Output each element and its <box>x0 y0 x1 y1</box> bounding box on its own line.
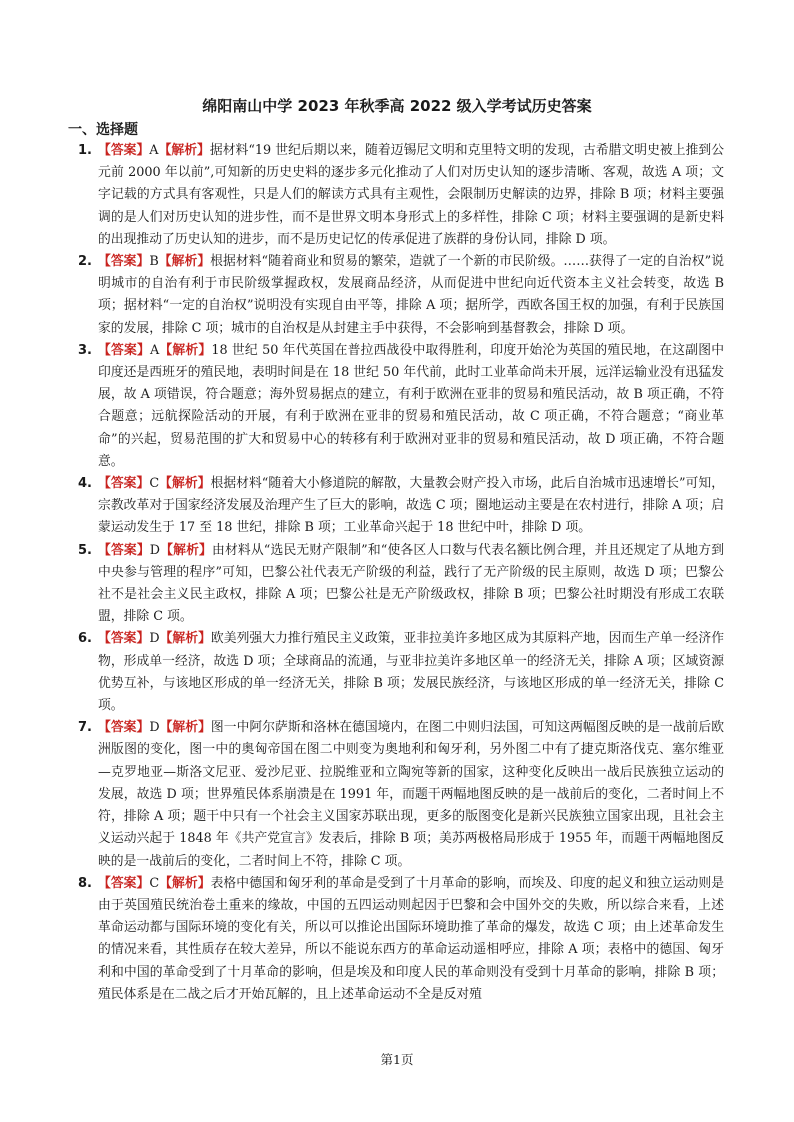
answer-tag: 【答案】 <box>98 342 150 358</box>
answer-tag: 【答案】 <box>98 254 150 270</box>
analysis-tag: 【解析】 <box>159 476 211 492</box>
analysis-tag: 【解析】 <box>160 542 213 558</box>
question-body <box>98 540 724 629</box>
section-heading: 一、选择题 <box>68 122 138 138</box>
page-title: 绵阳南山中学 2023 年秋季高 2022 级入学考试历史答案 <box>202 97 592 115</box>
question-body <box>98 140 724 251</box>
question-number: 1. <box>78 143 92 158</box>
analysis-text: 由材料从“选民无财产限制”和“使各区人口数与代表名额比例合理，并且还规定了从地方到中央参与管理的程序”可知，巴黎公社代表无产阶级的利益，践行了无产阶级的民主原则，故选 D 项；巴黎公社不是社会主义民主政权，排除 A 项；巴黎公社是无产阶级政权，排除 B 项；巴黎公社时期没有形成工农联盟，排除 C 项。 <box>98 542 724 625</box>
question-number: 6. <box>78 631 92 647</box>
question-body <box>98 251 724 340</box>
answer-tag: 【答案】 <box>98 542 150 558</box>
question-number: 3. <box>78 342 92 358</box>
question-body <box>98 628 724 717</box>
answer-letter: A <box>149 143 159 158</box>
question-number: 2. <box>78 254 92 270</box>
analysis-text: 根据材料“随着商业和贸易的繁荣，造就了一个新的市民阶级。……获得了一定的自治权”说明城市的自治有利于市民阶级掌握政权，发展商品经济，从而促进中世纪向近代资本主义社会转变，故选 B 项；据材料“一定的自治权”说明没有实现自由平等，排除 A 项；据所学，西欧各国王权的加强，有利于民族国家的发展，排除 C 项；城市的自治权是从封建主手中获得，不会影响到基督教会，排除 D 项。 <box>98 254 724 336</box>
analysis-text: 表格中德国和匈牙利的革命是受到了十月革命的影响，而埃及、印度的起义和独立运动则是由于英国殖民统治卷土重来的缘故，中国的五四运动则起因于巴黎和会中国外交的失败，所以综合来看，上述革命运动都与国际环境的变化有关，所以可以推论出国际环境助推了革命的爆发，故选 C 项；由上述革命发生的情况来看，其性质存在较大差异，所以不能说东西方的革命运动遥相呼应，排除 A 项；表格中的德国、匈牙利和中国的革命受到了十月革命的影响，但是埃及和印度人民的革命则没有受到十月革命的影响，排除 B 项；殖民体系是在二战之后才开始瓦解的，且上述革命运动不全是反对殖 <box>98 875 725 1002</box>
question-body <box>98 473 724 540</box>
answer-letter: B <box>149 254 159 270</box>
answer-letter: D <box>149 542 161 558</box>
question-number: 5. <box>78 542 92 558</box>
analysis-tag: 【解析】 <box>158 254 211 270</box>
analysis-text: 图一中阿尔萨斯和洛林在德国境内，在图二中则归法国，可知这两幅图反映的是一战前后欧洲版图的变化，图一中的奥匈帝国在图二中则变为奥地利和匈牙利，另外图二中有了捷克斯洛伐克、塞尔维亚—克罗地亚—斯洛文尼亚、爱沙尼亚、拉脱维亚和立陶宛等新的国家，这种变化反映出一战后民族独立运动的发展，故选 D 项；世界殖民体系崩溃是在 1991 年，而题干两幅地图反映的是一战前后的变化，二者时间上不符，排除 A 项；题干中只有一个社会主义国家苏联出现，更多的版图变化是新兴民族独立国家出现，且社会主义运动兴起于 1848 年《共产党宣言》发表后，排除 B 项；美苏两极格局形成于 1955 年，而题干两幅地图反映的是一战前后的变化，二者时间上不符，排除 C 项。 <box>98 720 725 869</box>
question-item <box>78 251 724 340</box>
page-number: 第1页 <box>380 1052 414 1067</box>
analysis-text: 据材料“19 世纪后期以来，随着迈锡尼文明和克里特文明的发现，古希腊文明史被上推到公元前 2000 年以前”,可知新的历史史料的逐步多元化推动了人们对历史认知的逐步清晰、客观，故选 A 项；文字记载的方式具有客观性，只是人们的解读方式具有主观性，会限制历史解读的边界，排除 B 项；材料主要强调的是人们对历史认知的进步性，而不是世界文明本身形式上的多样性，排除 C 项；材料主要强调的是新史料的出现推动了历史认知的进步，而不是历史记忆的传承促进了族群的身份认同，排除 D 项。 <box>98 143 725 247</box>
question-item <box>78 717 724 872</box>
question-item <box>78 540 724 629</box>
analysis-tag: 【解析】 <box>159 631 211 647</box>
answer-tag: 【答案】 <box>98 631 150 647</box>
question-number: 7. <box>78 720 92 736</box>
answer-letter: C <box>149 875 160 891</box>
answer-tag: 【答案】 <box>98 720 150 736</box>
answer-tag: 【答案】 <box>98 875 150 891</box>
question-item <box>78 140 724 251</box>
question-number: 8. <box>78 875 92 891</box>
question-body <box>98 717 724 872</box>
question-item <box>78 473 724 540</box>
answer-letter: A <box>149 342 160 358</box>
answer-tag: 【答案】 <box>98 143 150 158</box>
analysis-tag: 【解析】 <box>159 342 212 358</box>
analysis-tag: 【解析】 <box>158 143 210 158</box>
analysis-text: 欧美列强大力推行殖民主义政策，亚非拉美许多地区成为其原料产地，因而生产单一经济作物，形成单一经济，故选 D 项；全球商品的流通，与亚非拉美许多地区单一的经济无关，排除 A 项；区域资源优势互补，与该地区形成的单一经济无关，排除 B 项；发展民族经济，与该地区形成的单一经济无关，排除 C 项。 <box>98 631 725 714</box>
question-item <box>78 628 724 717</box>
question-item <box>78 340 724 473</box>
analysis-tag: 【解析】 <box>159 720 211 736</box>
answer-letter: D <box>149 631 160 647</box>
question-body <box>98 340 724 473</box>
question-body <box>98 873 724 1006</box>
answer-tag: 【答案】 <box>98 476 150 492</box>
answer-letter: D <box>149 720 160 736</box>
analysis-text: 18 世纪 50 年代英国在普拉西战役中取得胜利，印度开始沦为英国的殖民地，在这副图中印度还是西班牙的殖民地，表明时间是在 18 世纪 50 年代前，此时工业革命尚未开展，远洋运输业没有迅猛发展，故 A 项错误，符合题意；海外贸易据点的建立，有利于欧洲在亚非的贸易和殖民活动，故 B 项正确，不符合题意；远航探险活动的开展，有利于欧洲在亚非的贸易和殖民活动，故 C 项正确，不符合题意；“商业革命”的兴起，贸易范围的扩大和贸易中心的转移有利于欧洲对亚非的贸易和殖民活动，故 D 项正确，不符合题意。 <box>98 342 725 469</box>
analysis-text: 根据材料“随着大小修道院的解散，大量教会财产投入市场，此后自治城市迅速增长”可知，宗教改革对于国家经济发展及治理产生了巨大的影响，故选 C 项；圈地运动主要是在农村进行，排除 A 项；启蒙运动发生于 17 至 18 世纪，排除 B 项；工业革命兴起于 18 世纪中叶，排除 D 项。 <box>98 476 724 536</box>
analysis-tag: 【解析】 <box>159 875 211 891</box>
answer-letter: C <box>149 476 160 492</box>
question-number: 4. <box>78 476 92 492</box>
question-list <box>78 140 724 1006</box>
question-item <box>78 873 724 1006</box>
